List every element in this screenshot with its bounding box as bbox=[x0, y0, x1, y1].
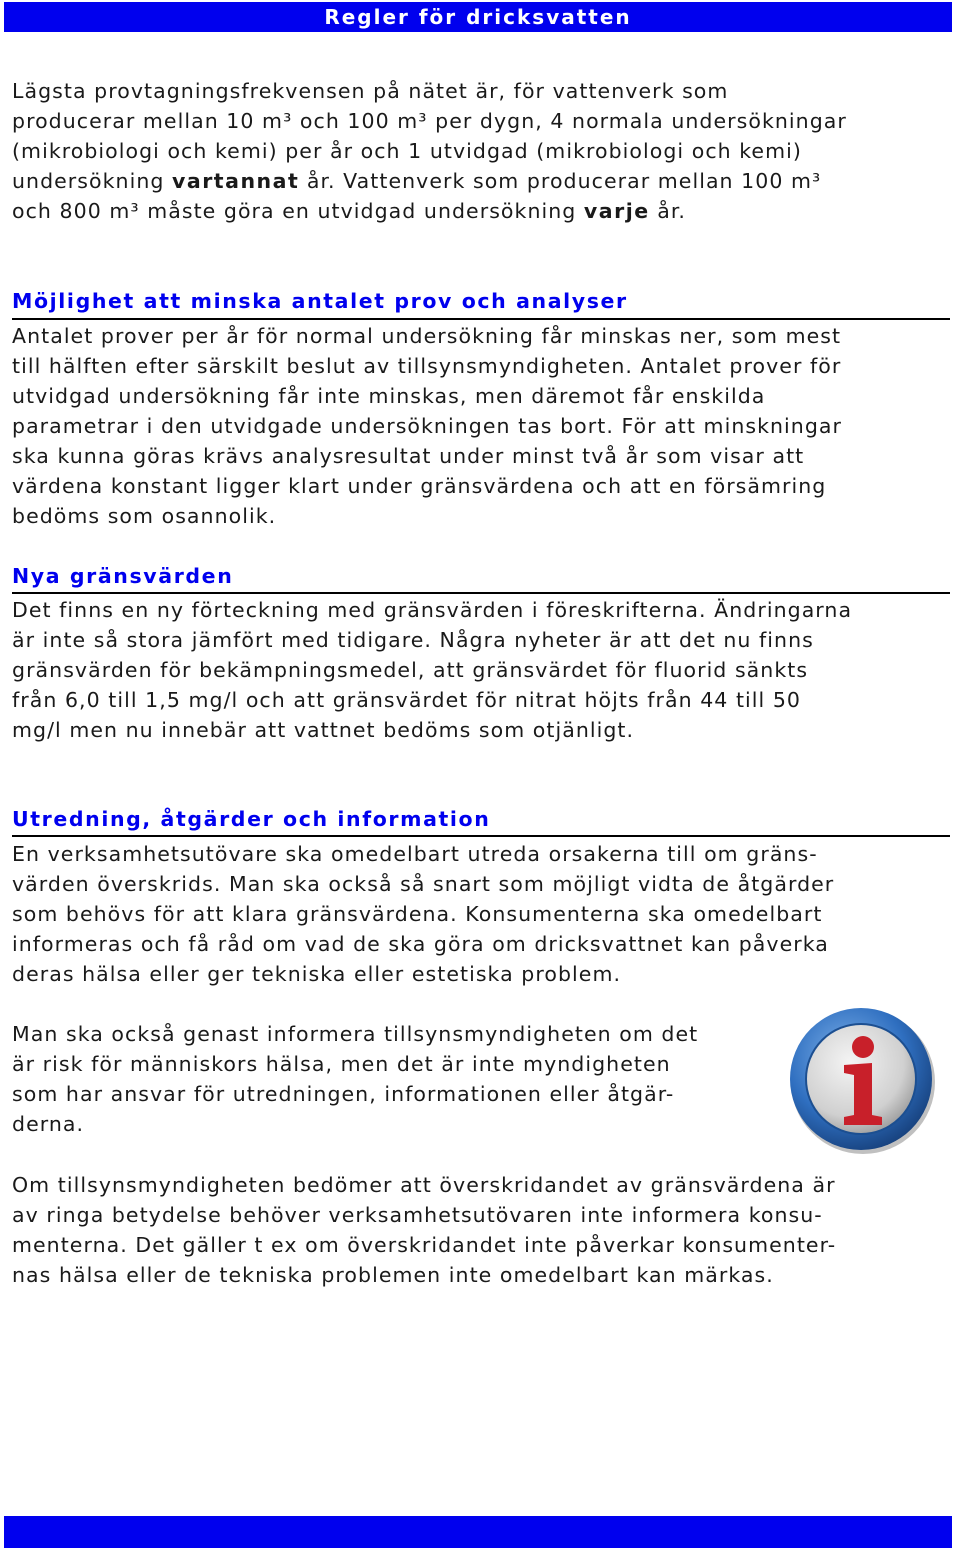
paragraph-line: som har ansvar för utredningen, informationen eller åtgär- bbox=[12, 1082, 675, 1106]
paragraph-line: gränsvärden för bekämpningsmedel, att gränsvärdet för fluorid sänkts bbox=[12, 658, 809, 682]
emphasis-vartannat: vartannat bbox=[172, 169, 300, 193]
intro-text: år. Vattenverk som producerar mellan 100 m³ bbox=[299, 169, 822, 193]
intro-text: och 800 m³ måste göra en utvidgad undersökning bbox=[12, 199, 584, 223]
section-divider bbox=[12, 318, 950, 320]
paragraph-line: nas hälsa eller de tekniska problemen inte omedelbart kan märkas. bbox=[12, 1263, 774, 1287]
intro-text: undersökning bbox=[12, 169, 172, 193]
paragraph-line: av ringa betydelse behöver verksamhetsutövaren inte informera konsu- bbox=[12, 1203, 823, 1227]
section-heading-minska-prov: Möjlighet att minska antalet prov och analyser bbox=[12, 289, 628, 313]
section-heading-nya-gransvarden: Nya gränsvärden bbox=[12, 564, 234, 588]
section-divider bbox=[12, 835, 950, 837]
paragraph-line: är inte så stora jämfört med tidigare. Några nyheter är att det nu finns bbox=[12, 628, 814, 652]
paragraph-line: från 6,0 till 1,5 mg/l och att gränsvärdet för nitrat höjts från 44 till 50 bbox=[12, 688, 802, 712]
paragraph-line: utvidgad undersökning får inte minskas, men däremot får enskilda bbox=[12, 384, 766, 408]
paragraph-line: En verksamhetsutövare ska omedelbart utreda orsakerna till om gräns- bbox=[12, 842, 818, 866]
paragraph-line: bedöms som osannolik. bbox=[12, 504, 277, 528]
intro-line: Lägsta provtagningsfrekvensen på nätet är, för vattenverk som bbox=[12, 79, 729, 103]
page-footer-bar bbox=[4, 1516, 952, 1548]
paragraph-line: Om tillsynsmyndigheten bedömer att överskridandet av gränsvärdena är bbox=[12, 1173, 836, 1197]
section-divider bbox=[12, 592, 950, 594]
paragraph-line: parametrar i den utvidgade undersökningen tas bort. För att minskningar bbox=[12, 414, 842, 438]
paragraph-line: till hälften efter särskilt beslut av tillsynsmyndigheten. Antalet prover för bbox=[12, 354, 842, 378]
intro-line bbox=[12, 166, 847, 196]
paragraph-line: deras hälsa eller ger tekniska eller estetiska problem. bbox=[12, 962, 622, 986]
page-header-bar bbox=[4, 2, 952, 32]
paragraph-line: Det finns en ny förteckning med gränsvärden i föreskrifterna. Ändringarna bbox=[12, 598, 853, 622]
section3-paragraph-3 bbox=[12, 1170, 836, 1290]
intro-text: år. bbox=[649, 199, 686, 223]
section2-paragraph bbox=[12, 595, 852, 745]
emphasis-varje: varje bbox=[583, 199, 650, 223]
section3-paragraph-2 bbox=[12, 1019, 698, 1139]
intro-line: producerar mellan 10 m³ och 100 m³ per dygn, 4 normala undersökningar bbox=[12, 109, 847, 133]
paragraph-line: Antalet prover per år för normal undersökning får minskas ner, som mest bbox=[12, 324, 842, 348]
section1-paragraph bbox=[12, 321, 842, 531]
intro-line: (mikrobiologi och kemi) per år och 1 utvidgad (mikrobiologi och kemi) bbox=[12, 139, 802, 163]
paragraph-line: är risk för människors hälsa, men det är inte myndigheten bbox=[12, 1052, 671, 1076]
intro-paragraph bbox=[12, 76, 847, 226]
paragraph-line: värden överskrids. Man ska också så snart som möjligt vidta de åtgärder bbox=[12, 872, 835, 896]
paragraph-line: menterna. Det gäller t ex om överskridandet inte påverkar konsumenter- bbox=[12, 1233, 837, 1257]
paragraph-line: derna. bbox=[12, 1112, 85, 1136]
paragraph-line: informeras och få råd om vad de ska göra om dricksvattnet kan påverka bbox=[12, 932, 829, 956]
info-icon bbox=[786, 1003, 940, 1157]
section-heading-utredning: Utredning, åtgärder och information bbox=[12, 807, 491, 831]
paragraph-line: som behövs för att klara gränsvärdena. Konsumenterna ska omedelbart bbox=[12, 902, 823, 926]
paragraph-line: värdena konstant ligger klart under gränsvärdena och att en försämring bbox=[12, 474, 827, 498]
page-title: Regler för dricksvatten bbox=[324, 5, 632, 29]
section3-paragraph bbox=[12, 839, 834, 989]
intro-line bbox=[12, 196, 847, 226]
paragraph-line: ska kunna göras krävs analysresultat under minst två år som visar att bbox=[12, 444, 805, 468]
paragraph-line: mg/l men nu innebär att vattnet bedöms som otjänligt. bbox=[12, 718, 635, 742]
paragraph-line: Man ska också genast informera tillsynsmyndigheten om det bbox=[12, 1022, 699, 1046]
